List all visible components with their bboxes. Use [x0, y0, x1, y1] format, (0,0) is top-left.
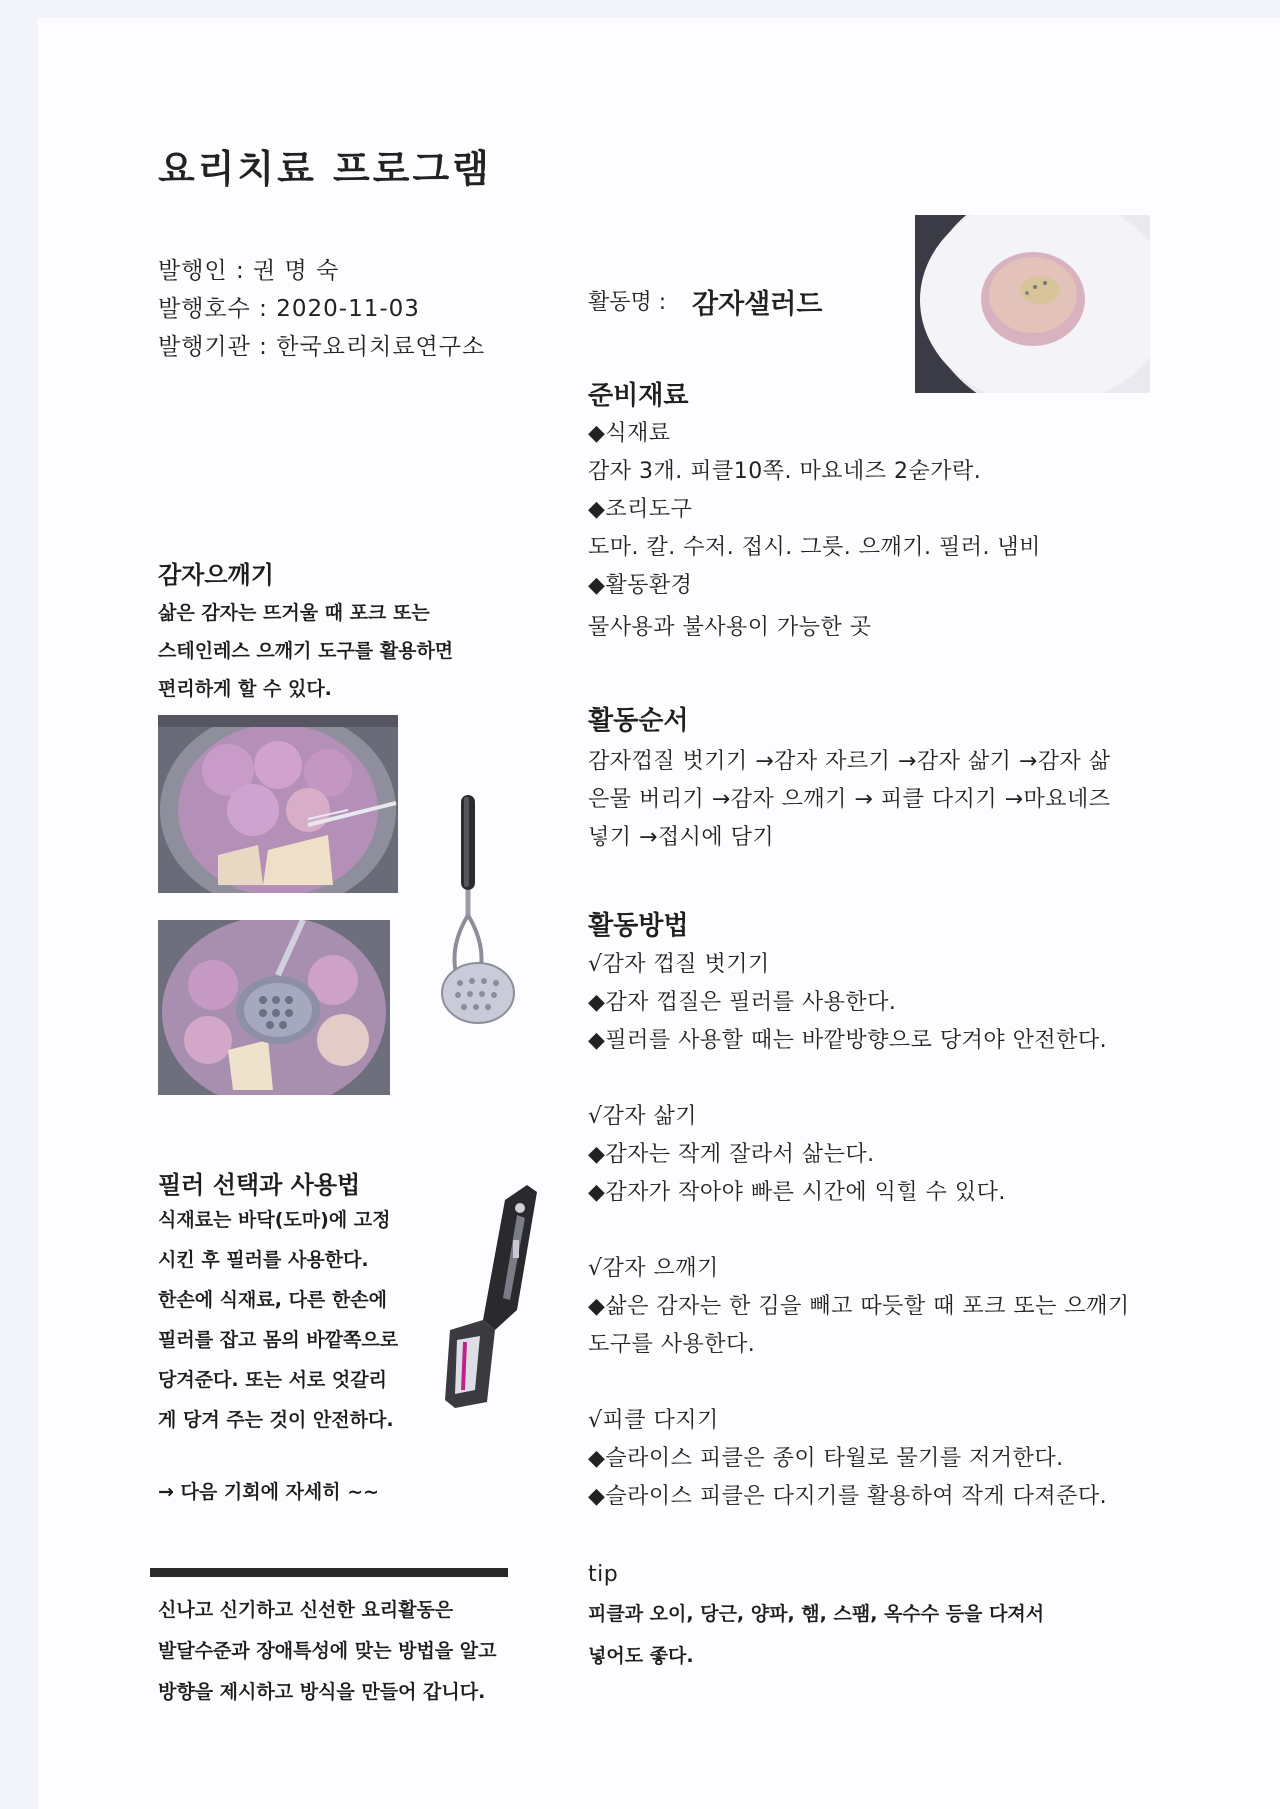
- mash-line: 스테인레스 으깨기 도구를 활용하면: [158, 640, 454, 662]
- potato-salad-photo: [915, 215, 1150, 393]
- tip-line: 피클과 오이, 당근, 양파, 햄, 스팸, 옥수수 등을 다져서: [588, 1603, 1045, 1625]
- slogan-line: 발달수준과 장애특성에 맞는 방법을 알고: [158, 1640, 497, 1662]
- prep-item: ◆조리도구: [588, 497, 693, 522]
- slogan-line: 신나고 신기하고 신선한 요리활동은: [158, 1599, 454, 1621]
- prep-title: 준비재료: [588, 381, 689, 411]
- peeler-line: 한손에 식재료, 다른 한손에: [158, 1289, 387, 1311]
- method-line: √감자 껍질 벗기기: [588, 952, 770, 977]
- slogan-line: 방향을 제시하고 방식을 만들어 갑니다.: [158, 1681, 486, 1703]
- tip-text: [588, 1593, 1208, 1677]
- issue-number: 발행호수 : 2020-11-03: [158, 296, 420, 322]
- next-time-note: → 다음 기회에 자세히 ~~: [158, 1481, 380, 1503]
- peeler-icon: [425, 1180, 545, 1420]
- method-group: [588, 1250, 1213, 1364]
- publisher: 발행인 : 권 명 숙: [158, 258, 340, 284]
- prep-item: 도마. 칼. 수저. 접시. 그릇. 으깨기. 필러. 냄비: [588, 535, 1041, 560]
- method-list: [588, 946, 1213, 1516]
- method-line: √감자 삶기: [588, 1104, 698, 1129]
- divider-bar: [150, 1568, 508, 1577]
- method-line: ◆슬라이스 피클은 종이 타월로 물기를 저거한다.: [588, 1446, 1064, 1471]
- prep-item: ◆활동환경: [588, 573, 693, 598]
- peeler-line: 게 당겨 주는 것이 안전하다.: [158, 1409, 394, 1431]
- page-title: 요리치료 프로그램: [158, 147, 492, 191]
- mash-text: [158, 594, 538, 708]
- peeler-line: 당겨준다. 또는 서로 엇갈리: [158, 1369, 387, 1391]
- mash-line: 편리하게 할 수 있다.: [158, 678, 332, 700]
- peeler-title: 필러 선택과 사용법: [158, 1171, 361, 1199]
- method-line: ◆감자 껍질은 필러를 사용한다.: [588, 990, 897, 1015]
- potato-masher-photo: [158, 920, 390, 1095]
- order-title: 활동순서: [588, 706, 689, 736]
- order-text: [588, 743, 1213, 857]
- potato-fork-photo: [158, 715, 398, 893]
- activity-name: 감자샐러드: [692, 289, 823, 320]
- peeler-text: [158, 1200, 448, 1440]
- tip-line: 넣어도 좋다.: [588, 1645, 694, 1667]
- method-line: √감자 으깨기: [588, 1256, 719, 1281]
- method-title: 활동방법: [588, 911, 689, 941]
- method-group: [588, 1098, 1213, 1212]
- order-line: 넣기 →접시에 담기: [588, 825, 775, 850]
- method-line: 도구를 사용한다.: [588, 1332, 756, 1357]
- method-group: [588, 946, 1213, 1060]
- prep-list: [588, 415, 1208, 647]
- potato-masher-icon: [438, 795, 518, 1035]
- publishing-org: 발행기관 : 한국요리치료연구소: [158, 334, 486, 360]
- method-line: ◆삶은 감자는 한 김을 빼고 따듯할 때 포크 또는 으깨기: [588, 1294, 1130, 1319]
- footer-slogan: [158, 1590, 538, 1713]
- order-line: 은물 버리기 →감자 으깨기 → 피클 다지기 →마요네즈: [588, 787, 1111, 812]
- prep-item: 감자 3개. 피클10쪽. 마요네즈 2숟가락.: [588, 459, 982, 484]
- tip-title: tip: [588, 1562, 619, 1587]
- peeler-line: 식재료는 바닥(도마)에 고정: [158, 1209, 391, 1231]
- method-line: ◆감자가 작아야 빠른 시간에 익힐 수 있다.: [588, 1180, 1006, 1205]
- peeler-line: 필러를 잡고 몸의 바깥쪽으로: [158, 1329, 399, 1351]
- method-line: ◆필러를 사용할 때는 바깥방향으로 당겨야 안전한다.: [588, 1028, 1108, 1053]
- activity-label: 활동명 :: [588, 290, 667, 315]
- peeler-line: 시킨 후 필러를 사용한다.: [158, 1249, 369, 1271]
- method-group: [588, 1402, 1213, 1516]
- mash-title: 감자으깨기: [158, 561, 274, 589]
- order-line: 감자껍질 벗기기 →감자 자르기 →감자 삶기 →감자 삶: [588, 749, 1111, 774]
- method-line: ◆슬라이스 피클은 다지기를 활용하여 작게 다져준다.: [588, 1484, 1108, 1509]
- method-line: √피클 다지기: [588, 1408, 719, 1433]
- mash-line: 삶은 감자는 뜨거울 때 포크 또는: [158, 602, 430, 624]
- prep-item: ◆식재료: [588, 421, 671, 446]
- prep-item: 물사용과 불사용이 가능한 곳: [588, 615, 872, 640]
- method-line: ◆감자는 작게 잘라서 삶는다.: [588, 1142, 875, 1167]
